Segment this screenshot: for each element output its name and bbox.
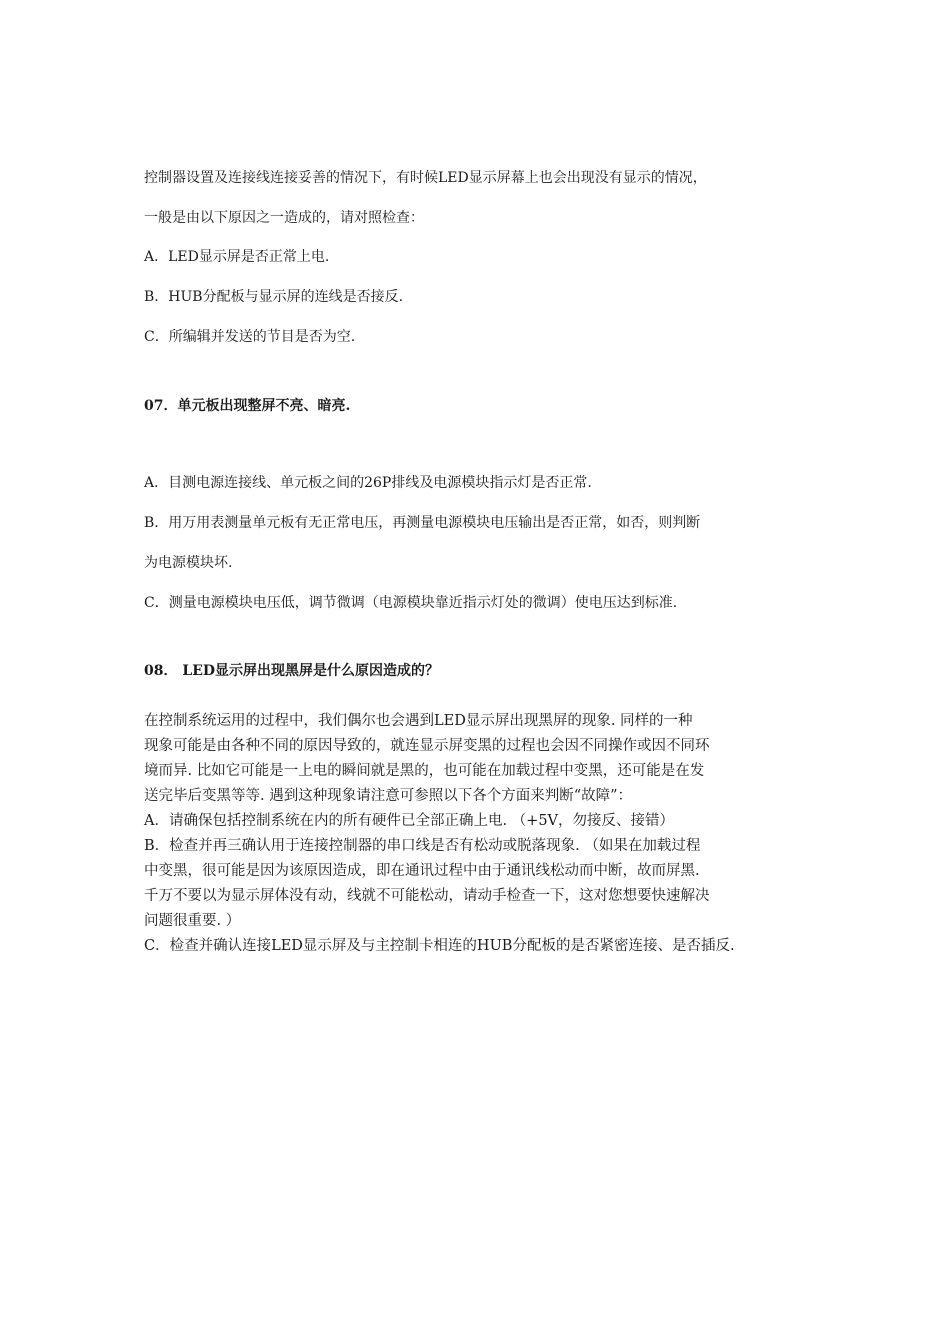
section-07-heading: 07．单元板出现整屏不亮、暗亮. [144,398,351,414]
section-07-item-c: C．测量电源模块电压低，调节微调（电源模块靠近指示灯处的微调）使电压达到标准. [144,595,678,611]
intro-line-2: 一般是由以下原因之一造成的，请对照检查： [144,210,424,226]
section-07-item-b-line-1: B．用万用表测量单元板有无正常电压，再测量电源模块电压输出是否正常，如否，则判断 [144,515,701,531]
intro-item-b: B．HUB分配板与显示屏的连线是否接反. [144,289,404,305]
intro-line-1: 控制器设置及连接线连接妥善的情况下，有时候LED显示屏幕上也会出现没有显示的情况， [144,170,707,186]
section-08-heading: 08． LED显示屏出现黑屏是什么原因造成的？ [144,663,440,679]
section-08-item-c: C．检查并确认连接LED显示屏及与主控制卡相连的HUB分配板的是否紧密连接、是否插反. [144,938,735,954]
section-07-item-b-line-2: 为电源模块坏. [144,555,233,571]
intro-item-a: A．LED显示屏是否正常上电. [144,249,330,265]
section-08-paragraph-line-1: 在控制系统运用的过程中，我们偶尔也会遇到LED显示屏出现黑屏的现象. 同样的一种 [144,713,693,729]
section-07-item-a: A．目测电源连接线、单元板之间的26P排线及电源模块指示灯是否正常. [144,475,592,491]
section-08-item-a: A．请确保包括控制系统在内的所有硬件已全部正确上电. （+5V，勿接反、接错） [144,813,675,829]
section-08-paragraph-line-4: 送完毕后变黑等等. 遇到这种现象请注意可参照以下各个方面来判断“故障”： [144,788,633,804]
section-08-item-b-line-2: 中变黑，很可能是因为该原因造成，即在通讯过程中由于通讯线松动而中断，故而屏黑. [144,863,700,879]
section-08-item-b-line-4: 问题很重要. ） [144,913,241,929]
section-08-paragraph-line-3: 境而异. 比如它可能是一上电的瞬间就是黑的，也可能在加载过程中变黑，还可能是在发 [144,763,705,779]
section-08-item-b-line-3: 千万不要以为显示屏体没有动，线就不可能松动，请动手检查一下，这对您想要快速解决 [144,888,710,904]
section-08-paragraph-line-2: 现象可能是由各种不同的原因导致的，就连显示屏变黑的过程也会因不同操作或因不同环 [144,738,710,754]
section-08-item-b-line-1: B．检查并再三确认用于连接控制器的串口线是否有松动或脱落现象. （如果在加载过程 [144,838,701,854]
intro-item-c: C．所编辑并发送的节目是否为空. [144,329,356,345]
